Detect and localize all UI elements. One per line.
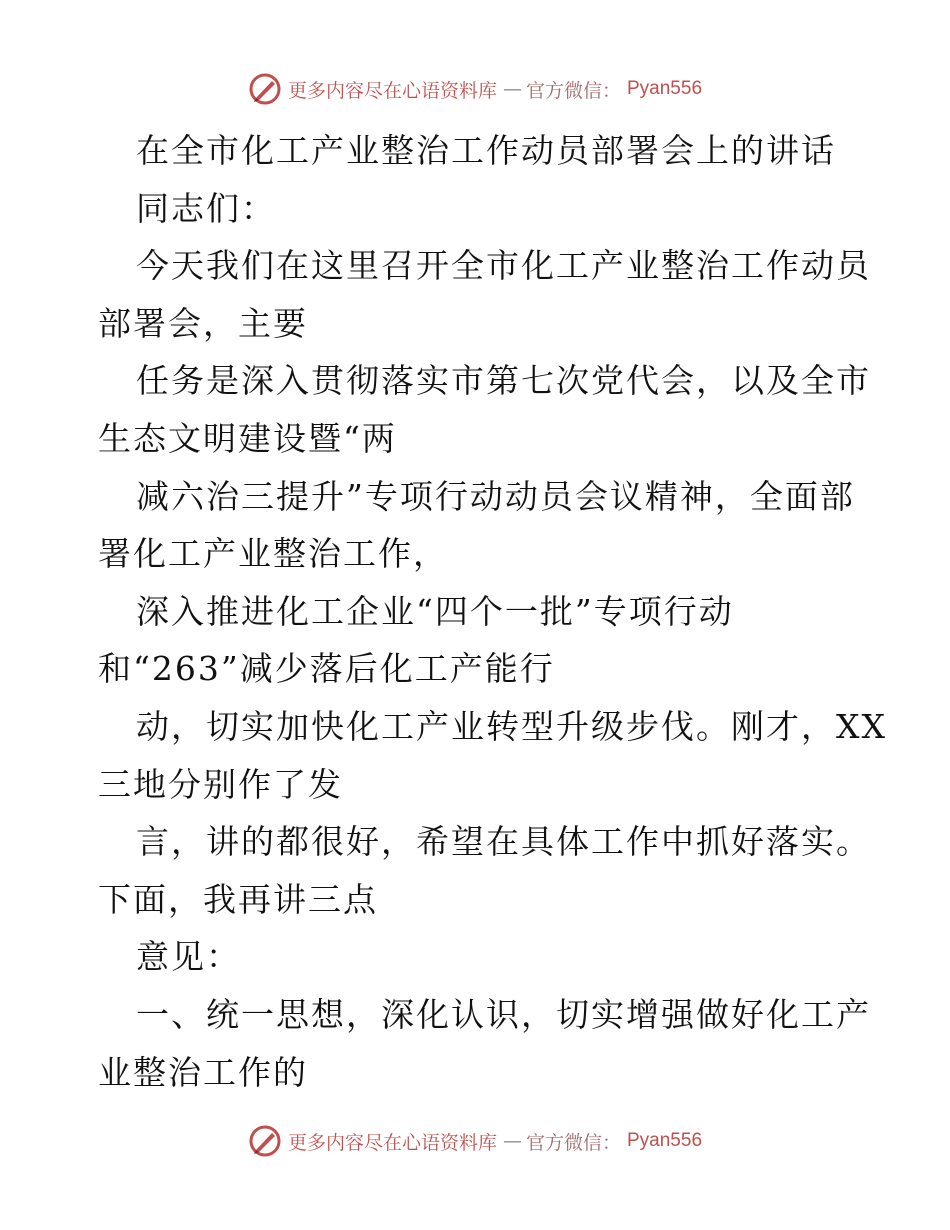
watermark-dash: — (502, 1130, 520, 1152)
text-line: 减六治三提升”专项行动动员会议精神，全面部 (136, 476, 855, 516)
text-line: 任务是深入贯彻落实市第七次党代会，以及全市 (136, 361, 871, 401)
watermark-wechat-id: Pyan556 (627, 1130, 703, 1151)
footer-watermark (0, 1124, 950, 1158)
text-line: 言，讲的都很好，希望在具体工作中抓好落实。 (136, 822, 871, 862)
feather-pen-circle-icon (248, 1124, 282, 1158)
header-watermark (0, 72, 950, 106)
text-line: 和“263”减少落后化工产能行 (98, 649, 555, 689)
watermark-wechat-id: Pyan556 (627, 78, 703, 99)
text-line: 部署会，主要 (98, 303, 308, 343)
watermark-text: 更多内容尽在心语资料库 (287, 79, 497, 102)
watermark-contact-label: 官方微信： (525, 1131, 621, 1154)
watermark-text: 更多内容尽在心语资料库 (287, 1131, 497, 1154)
salutation: 同志们： (136, 188, 276, 228)
text-line: 下面，我再讲三点 (98, 879, 378, 919)
section-heading: 一、统一思想，深化认识，切实增强做好化工产 (136, 994, 871, 1034)
text-line: 生态文明建设暨“两 (98, 418, 397, 458)
watermark-dash: — (502, 78, 520, 100)
document-title: 在全市化工产业整治工作动员部署会上的讲话 (136, 131, 836, 170)
watermark-contact-label: 官方微信： (525, 79, 621, 102)
text-line: 今天我们在这里召开全市化工产业整治工作动员 (136, 246, 871, 286)
text-line: 动，切实加快化工产业转型升级步伐。刚才，XX (136, 706, 887, 746)
document-body (98, 122, 887, 1101)
text-line: 署化工产业整治工作， (98, 534, 448, 574)
text-line: 深入推进化工企业“四个一批”专项行动 (136, 591, 734, 631)
feather-pen-circle-icon (248, 72, 282, 106)
text-line: 意见： (136, 937, 241, 977)
text-line: 三地分别作了发 (98, 764, 343, 804)
text-line: 业整治工作的 (98, 1052, 308, 1092)
